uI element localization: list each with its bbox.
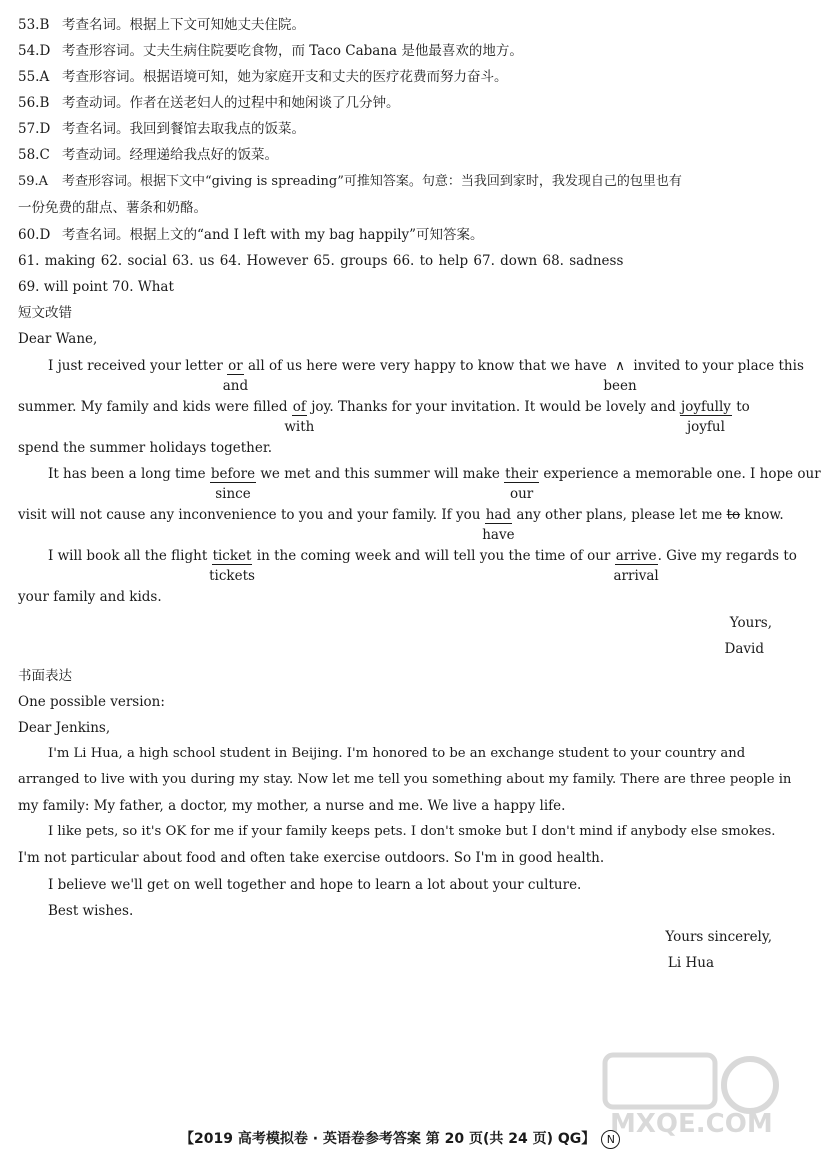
footer-text: 【2019 高考模拟卷 · 英语卷参考答案 第 20 页(共 24 页) QG】 [180, 1131, 596, 1147]
correction-line1: I just received your letter or and all of us here were very happy to know that we have ∧ been invited to your place this [48, 358, 804, 394]
correction-had-have: had have [482, 507, 515, 543]
answer-54: 54.D 考查形容词。丈夫生病住院要吃食物，而 Taco Cabana 是他最喜欢的地方。 [18, 43, 523, 59]
answer-60: 60.D 考查名词。根据上文的“and I left with my bag happily”可知答案。 [18, 227, 484, 243]
correction-closing: Yours, [729, 615, 772, 631]
correction-of-with: of with [284, 399, 315, 435]
answer-56: 56.B 考查动词。作者在送老妇人的过程中和她闲谈了几分钟。 [18, 95, 400, 111]
correction-line5: visit will not cause any inconvenience to you and your family. If you had have any other plans, please let me to know. [18, 507, 784, 543]
answer-55: 55.A 考查形容词。根据语境可知，她为家庭开支和丈夫的医疗花费而努力奋斗。 [18, 69, 508, 85]
correction-line4: It has been a long time before since we met and this summer will make their our experience a memorable one. I hope our [48, 466, 821, 502]
correction-salutation: Dear Wane, [18, 331, 98, 347]
writing-line6: I believe we'll get on well together and hope to learn a lot about your culture. [48, 877, 582, 893]
answer-59: 59.A 考查形容词。根据下文中“giving is spreading”可推知答案。句意：当我回到家时，我发现自己的包里也有 [18, 174, 682, 189]
writing-intro: One possible version: [18, 694, 165, 710]
writing-line7: Best wishes. [48, 903, 134, 919]
writing-signature: Li Hua [667, 955, 714, 971]
answer-58: 58.C 考查动词。经理递给我点好的饭菜。 [18, 147, 278, 163]
writing-line2: arranged to live with you during my stay. Now let me tell you something about my family. There are three people in [18, 772, 792, 787]
answer-57: 57.D 考查名词。我回到餐馆去取我点的饭菜。 [18, 121, 305, 137]
fill-answers-line2: 69. will point 70. What [18, 279, 174, 295]
correction-ticket-tickets: ticket tickets [209, 548, 255, 584]
correction-their-our: their our [505, 466, 539, 502]
section-heading-correction: 短文改错 [18, 305, 72, 321]
writing-line4: I like pets, so it's OK for me if your family keeps pets. I don't smoke but I don't mind if anybody else smokes. [48, 824, 776, 839]
correction-line7: your family and kids. [18, 589, 162, 605]
page-footer [180, 1128, 620, 1149]
section-heading-writing: 书面表达 [18, 668, 72, 684]
correction-before-since: before since [210, 466, 256, 502]
seal-icon: N [601, 1130, 620, 1149]
correction-line2: summer. My family and kids were filled of with joy. Thanks for your invitation. It would be lovely and joyfully joyful to [18, 399, 750, 435]
answer-59-continued: 一份免费的甜点、薯条和奶酪。 [18, 200, 207, 216]
correction-line3: spend the summer holidays together. [18, 440, 273, 456]
correction-arrive-arrival: arrive arrival [613, 548, 659, 584]
answer-53: 53.B 考查名词。根据上下文可知她丈夫住院。 [18, 17, 305, 33]
correction-delete-to: to [726, 507, 741, 523]
correction-insert-been: ∧ been [603, 358, 637, 394]
writing-line3: my family: My father, a doctor, my mother, a nurse and me. We live a happy life. [18, 798, 566, 814]
writing-line5: I'm not particular about food and often take exercise outdoors. So I'm in good health. [18, 850, 605, 866]
correction-line6: I will book all the flight ticket tickets in the coming week and will tell you the time of our arrive arrival . Give my regards to [48, 548, 797, 584]
correction-joyfully-joyful: joyfully joyful [681, 399, 731, 435]
writing-line1: I'm Li Hua, a high school student in Beijing. I'm honored to be an exchange student to your country and [48, 746, 746, 761]
correction-signature: David [724, 641, 764, 657]
fill-answers-line1: 61. making 62. social 63. us 64. However 65. groups 66. to help 67. down 68. sadness [18, 253, 624, 269]
writing-salutation: Dear Jenkins, [18, 720, 111, 736]
writing-closing: Yours sincerely, [665, 929, 772, 945]
watermark-text: MXQE.COM [610, 1109, 773, 1139]
watermark-logo [600, 1040, 780, 1140]
correction-or-and: or and [222, 358, 249, 394]
